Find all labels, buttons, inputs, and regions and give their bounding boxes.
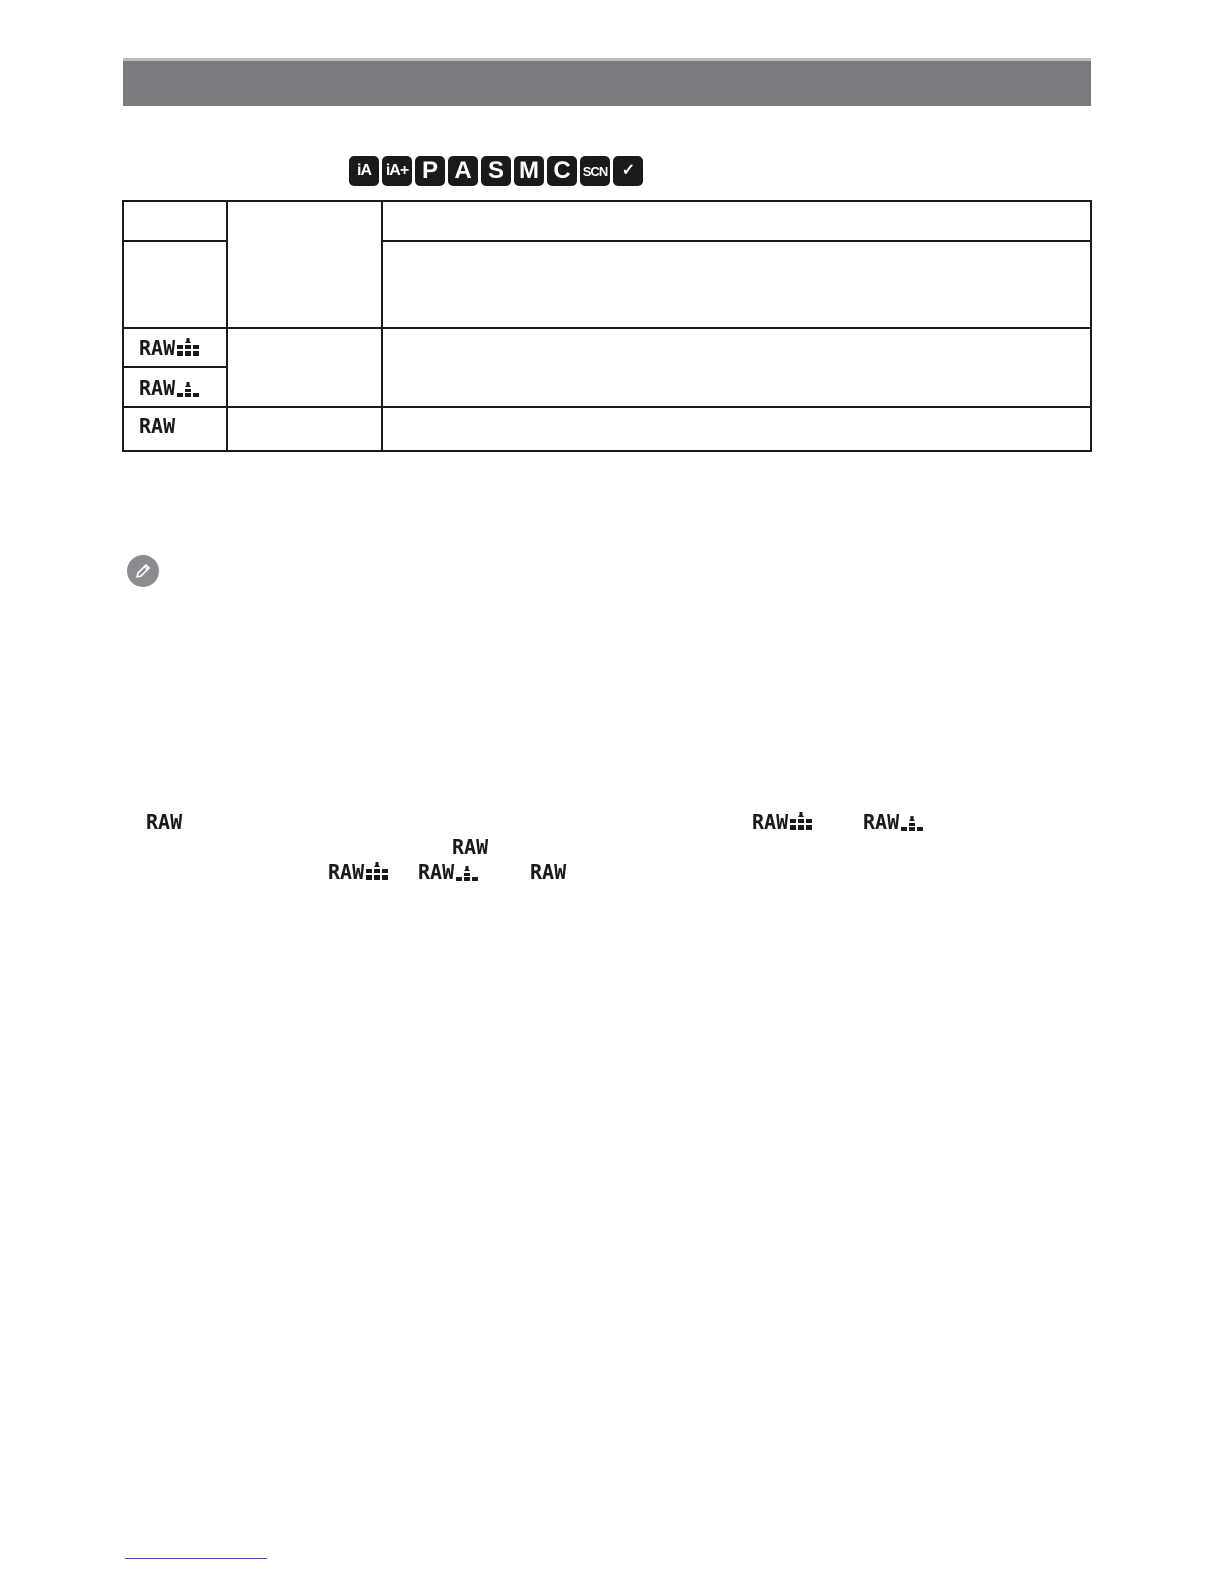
raw-fine-icon bbox=[790, 812, 812, 832]
creative-control-icon: ✓ bbox=[613, 156, 643, 186]
body-raw-label: RAW bbox=[530, 860, 567, 884]
table-row-divider bbox=[122, 406, 1092, 408]
body-raw-label: RAW bbox=[146, 810, 183, 834]
table-border bbox=[122, 200, 1092, 452]
table-row bbox=[139, 338, 199, 358]
intelligent-auto-plus-icon: iA+ bbox=[382, 156, 412, 186]
body-raw-fine-label: RAW bbox=[752, 812, 812, 832]
manual-exposure-icon: M bbox=[514, 156, 544, 186]
raw-label: RAW bbox=[139, 414, 176, 438]
raw-fine-icon bbox=[366, 862, 388, 882]
program-ae-icon: P bbox=[415, 156, 445, 186]
body-raw-fine-label: RAW bbox=[328, 862, 388, 882]
section-header-bar bbox=[123, 61, 1091, 106]
table-row-divider bbox=[122, 327, 1092, 329]
shutter-priority-icon: S bbox=[481, 156, 511, 186]
table-row bbox=[139, 378, 199, 398]
applicable-modes bbox=[349, 156, 643, 186]
table-column-divider bbox=[381, 200, 383, 452]
raw-standard-icon bbox=[456, 862, 478, 882]
intelligent-auto-icon: iA bbox=[349, 156, 379, 186]
table-row-divider bbox=[381, 240, 1092, 242]
scene-mode-icon: SCN bbox=[580, 156, 610, 186]
body-raw-standard-label: RAW bbox=[418, 862, 478, 882]
table-column-divider bbox=[226, 200, 228, 452]
body-raw-standard-label: RAW bbox=[863, 812, 923, 832]
custom-mode-icon: C bbox=[547, 156, 577, 186]
footer-link-underline bbox=[125, 1558, 267, 1559]
body-raw-label: RAW bbox=[452, 835, 489, 859]
raw-label: RAW bbox=[139, 336, 176, 360]
raw-standard-icon bbox=[901, 812, 923, 832]
pencil-note-icon bbox=[127, 555, 159, 587]
quality-table bbox=[122, 200, 1092, 452]
table-row-divider bbox=[122, 240, 228, 242]
raw-label: RAW bbox=[139, 376, 176, 400]
table-row-divider bbox=[122, 366, 228, 368]
aperture-priority-icon: A bbox=[448, 156, 478, 186]
raw-fine-icon bbox=[177, 338, 199, 358]
raw-standard-icon bbox=[177, 378, 199, 398]
table-row bbox=[139, 416, 175, 436]
